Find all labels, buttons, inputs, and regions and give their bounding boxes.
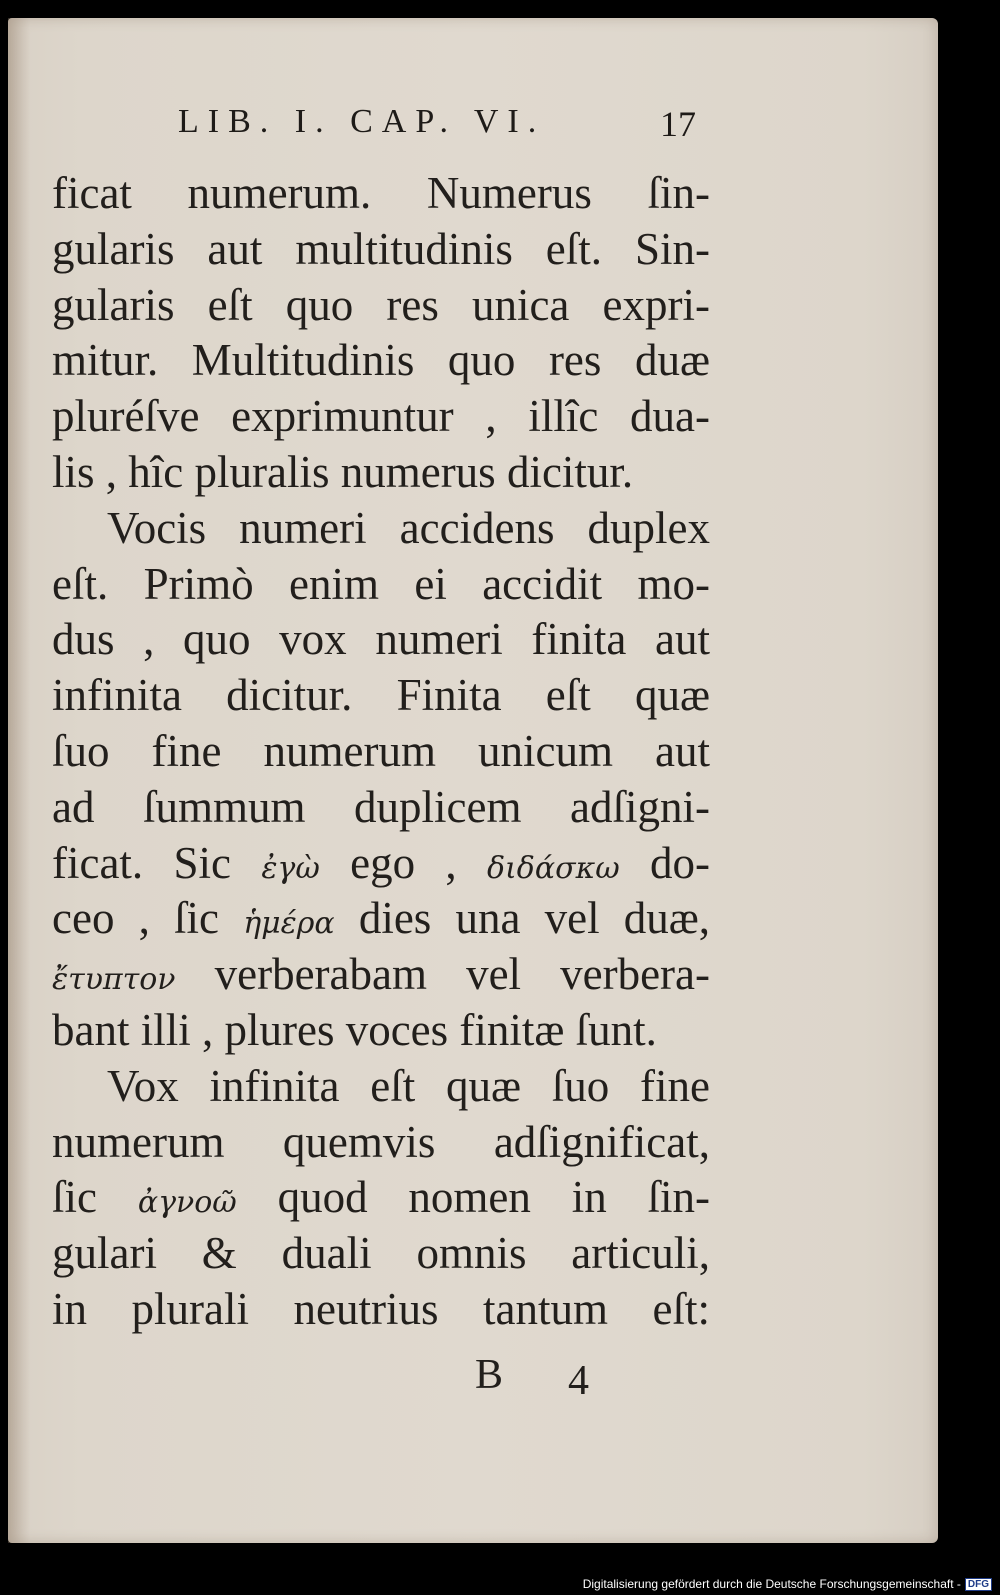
greek-word: ἐγὼ: [261, 850, 320, 886]
text-line: ficat numerum. Numerus ſin-: [52, 168, 710, 218]
text-line: gularis eſt quo res unica expri-: [52, 279, 710, 330]
text-line: gularis aut multitudinis eſt. Sin-: [52, 223, 710, 274]
text-run: ego ,: [350, 837, 457, 888]
greek-word: ἡμέρα: [243, 906, 335, 942]
text-line: eſt. Primò enim ei accidit mo-: [52, 558, 710, 609]
signature-letter: B: [475, 1352, 504, 1398]
signature-mark: [8, 1351, 938, 1411]
text-run: ceo , ſic: [52, 893, 220, 944]
text-run: dies una vel duæ,: [358, 893, 711, 944]
text-line: Vocis numeri accidens duplex: [107, 502, 710, 553]
text-run: verberabam vel verbera-: [214, 949, 710, 1000]
digitization-credit: [583, 1577, 992, 1591]
dfg-logo: DFG: [965, 1578, 992, 1591]
text-line: ad ſummum duplicem adſigni-: [52, 781, 710, 832]
text-run: ſic: [52, 1172, 97, 1223]
text-line: in plurali neutrius tantum eſt:: [52, 1283, 710, 1334]
text-line: Vox infinita eſt quæ ſuo fine: [107, 1060, 710, 1111]
running-title: LIB. I. CAP. VI.: [178, 103, 546, 140]
text-line: lis , hîc pluralis numerus dicitur.: [52, 446, 634, 497]
text-run: do-: [650, 837, 711, 888]
page-header: [8, 103, 938, 153]
body-text: [52, 166, 710, 1338]
text-line: numerum quemvis adſignificat,: [52, 1116, 710, 1167]
text-line: [52, 836, 710, 892]
text-line: infinita dicitur. Finita eſt quæ: [52, 670, 710, 721]
book-page: [8, 18, 938, 1543]
text-run: ficat. Sic: [52, 837, 231, 888]
text-line: [52, 1170, 710, 1226]
credit-text: Digitalisierung gefördert durch die Deutsche Forschungsgemeinschaft -: [582, 1577, 961, 1591]
text-line: ſuo fine numerum unicum aut: [52, 725, 710, 776]
text-line: [52, 947, 710, 1003]
greek-word: ἀγνοῶ: [137, 1185, 237, 1221]
text-line: bant illi , plures voces finitæ ſunt.: [52, 1004, 657, 1055]
text-line: pluréſve exprimuntur , illîc dua-: [52, 391, 710, 442]
text-line: mitur. Multitudinis quo res duæ: [52, 335, 710, 386]
signature-number: 4: [568, 1358, 589, 1404]
text-line: [52, 891, 710, 947]
text-line: dus , quo vox numeri finita aut: [52, 614, 710, 665]
text-run: quod nomen in ſin-: [277, 1172, 711, 1223]
greek-word: διδάσκω: [486, 850, 620, 886]
page-number: 17: [660, 104, 696, 144]
text-line: gulari & duali omnis articuli,: [52, 1228, 710, 1279]
greek-word: ἔτυπτον: [52, 962, 176, 998]
